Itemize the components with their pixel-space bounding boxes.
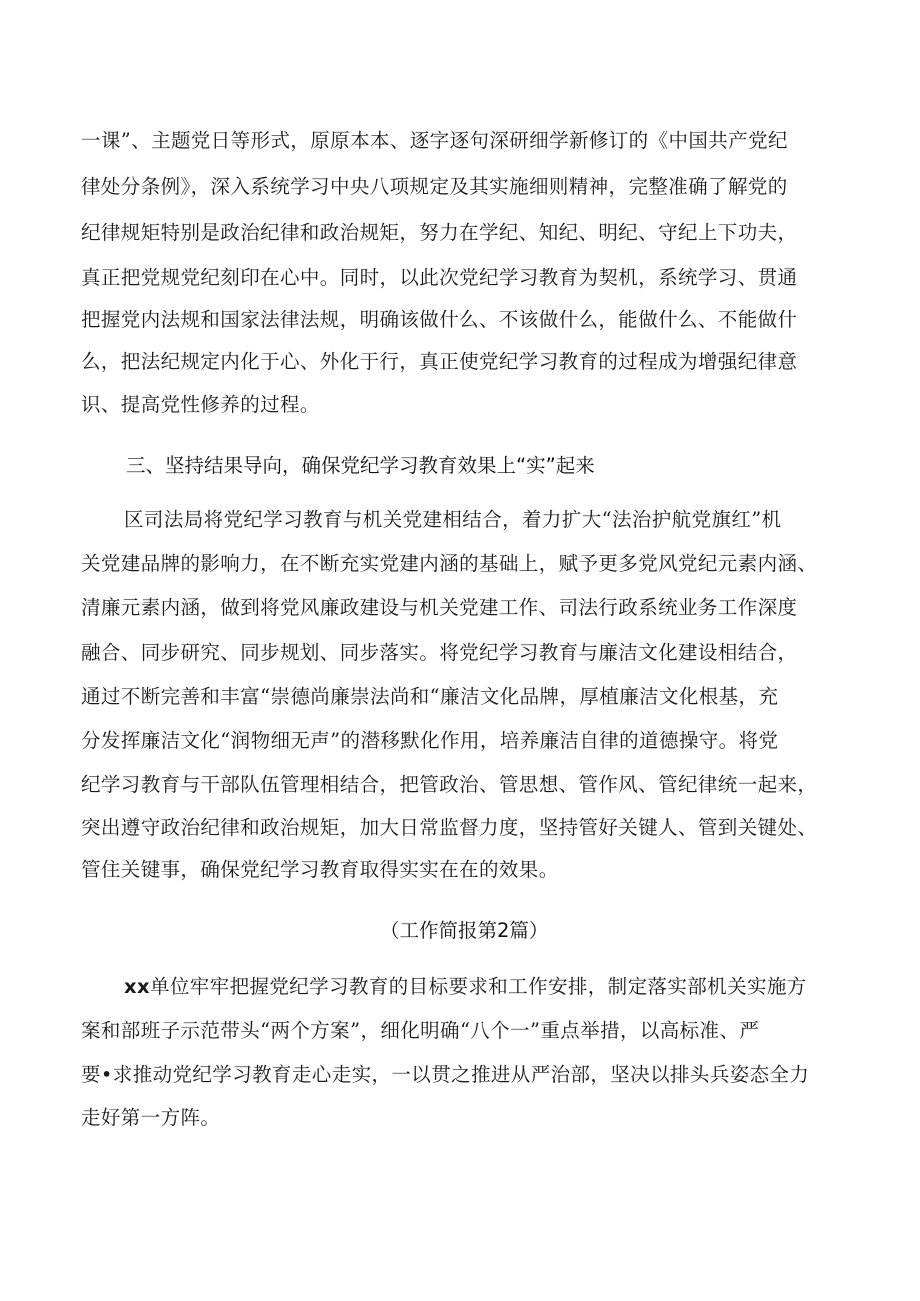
paragraph-1-line: 真正把党规党纪刻印在心中。同时，以此次党纪学习教育为契机，系统学习、贯通 (81, 266, 798, 289)
paragraph-3-line: 单位牢牢把握党纪学习教育的目标要求和工作安排，制定落实部机关实施方 (149, 975, 807, 998)
section-heading: 三、坚持结果导向，确保党纪学习教育效果上“实”起来 (126, 454, 595, 477)
paragraph-2-line: 融合、同步研究、同步规划、同步落实。将党纪学习教育与廉洁文化建设相结合， (81, 641, 798, 664)
paragraph-2-line: 纪学习教育与干部队伍管理相结合，把管政治、管思想、管作风、管纪律统一起来， (81, 773, 818, 796)
paragraph-2-line: 区司法局将党纪学习教育与机关党建相结合，着力扩大“法治护航党旗红”机 (124, 508, 782, 531)
paragraph-1-line: 识、提高党性修养的过程。 (81, 393, 320, 416)
paragraph-2-line: 管住关键事，确保党纪学习教育取得实实在在的效果。 (81, 858, 559, 881)
paragraph-3-line: 走好第一方阵。 (81, 1106, 221, 1129)
section-title: （工作简报第2篇） (380, 919, 549, 942)
paragraph-2-line: 突出遵守政治纪律和政治规矩，加大日常监督力度，坚持管好关键人、管到关键处、 (81, 816, 818, 839)
unit-placeholder: xx (124, 975, 150, 998)
paragraph-1-line: 一课”、主题党日等形式，原原本本、逐字逐句深研细学新修订的《中国共产党纪 (81, 129, 788, 152)
paragraph-2-line: 关党建品牌的影响力，在不断充实党建内涵的基础上，赋予更多党风党纪元素内涵、 (81, 552, 818, 575)
paragraph-1-line: 律处分条例》，深入系统学习中央八项规定及其实施细则精神，完整准确了解党的 (81, 175, 788, 198)
paragraph-1-line: 把握党内法规和国家法律法规，明确该做什么、不该做什么，能做什么、不能做什 (81, 308, 798, 331)
paragraph-3-line: 案和部班子示范带头“两个方案”，细化明确“八个一”重点举措，以高标准、严 (81, 1019, 760, 1042)
paragraph-2-line: 通过不断完善和丰富“崇德尚廉崇法尚和“廉洁文化品牌，厚植廉洁文化根基，充 (81, 685, 779, 708)
paragraph-3-line: 要•求推动党纪学习教育走心走实，一以贯之推进从严治部，坚决以排头兵姿态全力 (81, 1063, 810, 1086)
paragraph-1-line: 么，把法纪规定内化于心、外化于行，真正使党纪学习教育的过程成为增强纪律意 (81, 350, 798, 373)
paragraph-1-line: 纪律规矩特别是政治纪律和政治规矩，努力在学纪、知纪、明纪、守纪上下功夫， (81, 221, 798, 244)
paragraph-3-first-line (124, 975, 807, 999)
paragraph-2-line: 清廉元素内涵，做到将党风廉政建设与机关党建工作、司法行政系统业务工作深度 (81, 596, 798, 619)
paragraph-2-line: 分发挥廉洁文化“润物细无声”的潜移默化作用，培养廉洁自律的道德操守。将党 (81, 729, 779, 752)
